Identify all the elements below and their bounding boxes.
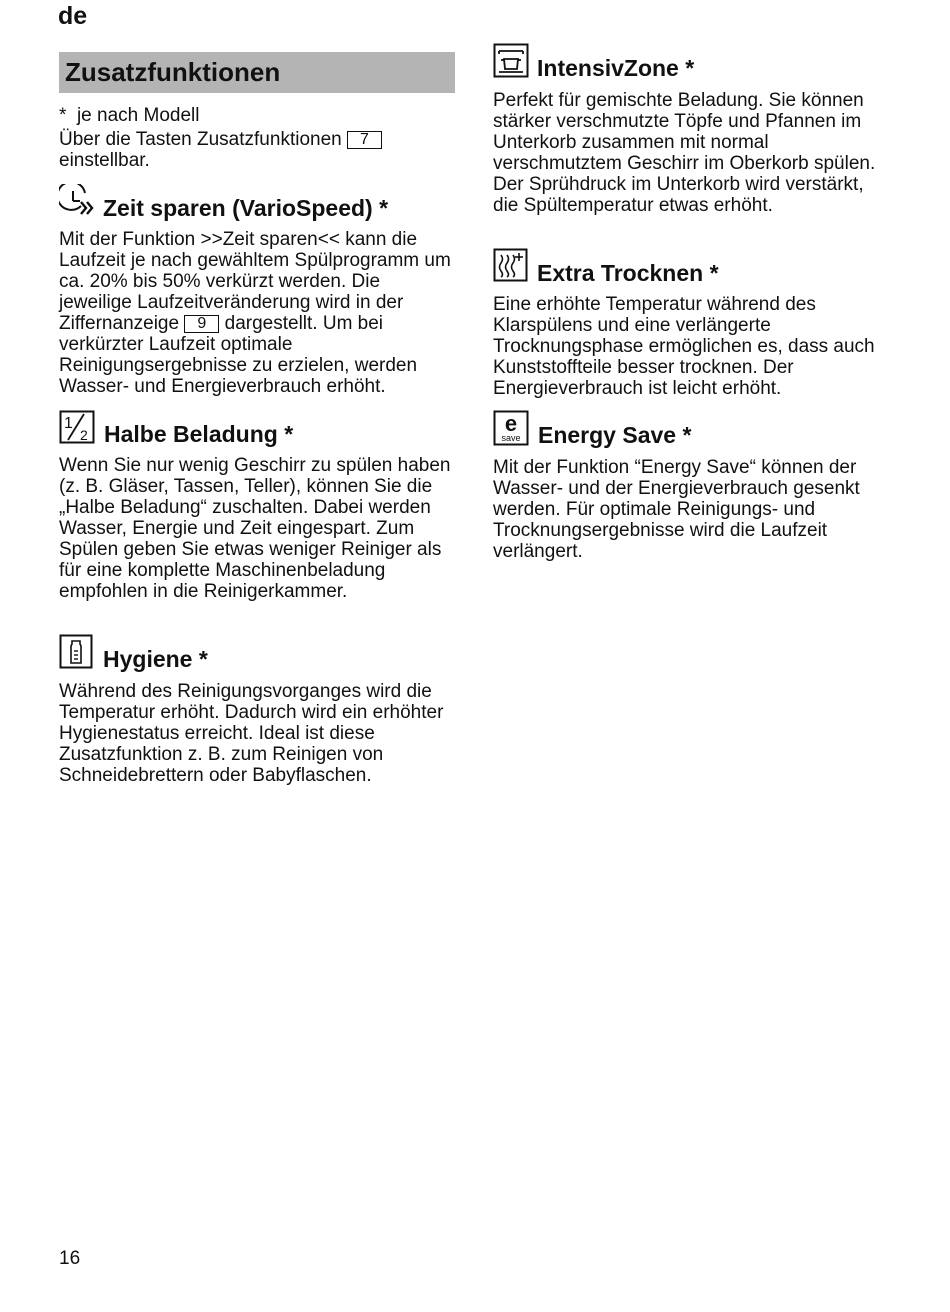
section-title-bar <box>59 52 455 93</box>
hygiene-heading: Hygiene * <box>103 646 208 672</box>
energy-save-icon <box>493 410 529 446</box>
zeit-sparen-heading: Zeit sparen (VarioSpeed) * <box>103 195 389 221</box>
energy-save-text: Mit der Funktion “Energy Save“ können der Wasser- und der Energieverbrauch gesenkt werden. Für optimale Reinigungs- und Trocknungsergebnisse wird die Laufzeit verlängert. <box>493 457 860 562</box>
hygiene-text: Während des Reinigungsvorganges wird die Temperatur erhöht. Dadurch wird ein erhöhter Hygienestatus erreicht. Ideal ist diese Zusatzfunktion z. B. zum Reinigen von Schneidebrettern oder Babyflaschen. <box>59 681 444 786</box>
intro-text-after-key: einstellbar. <box>59 150 150 171</box>
extra-trocknen-heading: Extra Trocknen * <box>537 260 719 286</box>
halbe-beladung-text: Wenn Sie nur wenig Geschirr zu spülen haben (z. B. Gläser, Tassen, Teller), können Sie die „Halbe Beladung“ zuschalten. Dabei werden Wasser, Energie und Zeit eingespart. Zum Spülen geben Sie etwas weniger Reiniger als für eine komplette Maschinenbeladung empfohlen in die Reinigerkammer. <box>59 455 451 602</box>
intro-footnote: * je nach Modell <box>59 105 200 126</box>
intensivzone-heading: IntensivZone * <box>537 55 695 81</box>
page-number: 16 <box>59 1248 81 1269</box>
intensivzone-text: Perfekt für gemischte Beladung. Sie können stärker verschmutzte Töpfe und Pfannen im Unterkorb zusammen mit normal verschmutztem Geschirr im Oberkorb spülen. Der Sprühdruck im Unterkorb wird verstärkt, die Spültemperatur etwas erhöht. <box>493 90 876 216</box>
energy-save-heading: Energy Save * <box>538 422 692 448</box>
key-7-indicator: 7 <box>347 131 382 149</box>
intro-text <box>59 129 455 171</box>
baby-bottle-icon <box>59 634 93 669</box>
energy-save-icon-caption: save <box>501 433 521 443</box>
pot-zone-icon <box>493 43 529 78</box>
zeit-sparen-text-after-key: dargestellt. Um bei verkürzter Laufzeit optimale Reinigungsergebnisse zu erzielen, werden Wasser- und Energieverbrauch erhöht. <box>59 313 418 397</box>
language-tag: de <box>58 2 88 30</box>
energy-save-icon-letter: e <box>504 411 518 436</box>
zeit-sparen-text-before-key: Mit der Funktion >>Zeit sparen<< kann die Laufzeit je nach gewähltem Spülprogramm um ca. 20% bis 50% verkürzt werden. Die jeweilige Laufzeitveränderung wird in der Ziffernanzeige <box>59 229 451 334</box>
svg-text:2: 2 <box>80 427 88 443</box>
zeit-sparen-text <box>59 229 457 397</box>
clock-fast-icon <box>59 184 97 220</box>
half-load-icon <box>59 410 95 444</box>
svg-text:1: 1 <box>64 415 73 432</box>
key-9-indicator: 9 <box>184 315 219 333</box>
extra-trocknen-text: Eine erhöhte Temperatur während des Klarspülens und eine verlängerte Trocknungsphase ermöglichen es, dass auch Kunststoffteile besser trocknen. Der Energieverbrauch ist leicht erhöht. <box>493 294 875 399</box>
heat-waves-icon <box>493 248 528 282</box>
intro-text-before-key: Über die Tasten Zusatzfunktionen <box>59 129 347 150</box>
halbe-beladung-heading: Halbe Beladung * <box>104 421 294 447</box>
section-title: Zusatzfunktionen <box>65 57 281 87</box>
